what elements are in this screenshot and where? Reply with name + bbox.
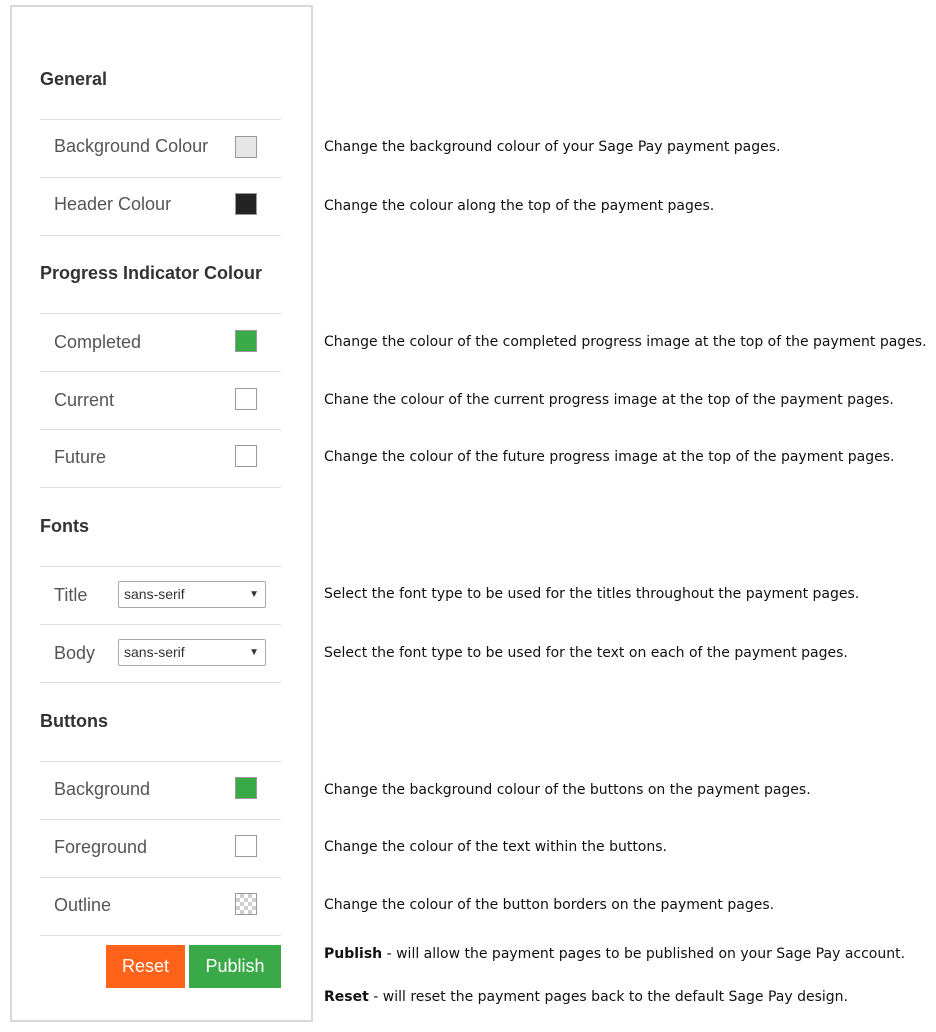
future-label: Future (54, 447, 107, 467)
divider (40, 313, 281, 314)
button-foreground-swatch[interactable] (235, 835, 257, 857)
button-background-description: Change the background colour of the buttons on the payment pages. (324, 782, 811, 798)
button-background-swatch[interactable] (235, 777, 257, 799)
divider (40, 682, 281, 683)
current-description: Chane the colour of the current progress image at the top of the payment pages. (324, 392, 894, 408)
chevron-down-icon: ▼ (249, 589, 259, 600)
title-font-label: Title (54, 585, 88, 605)
completed-label: Completed (54, 332, 142, 352)
design-settings-panel (10, 5, 313, 1022)
divider (40, 935, 281, 936)
divider (40, 566, 281, 567)
background-colour-swatch[interactable] (235, 136, 257, 158)
divider (40, 761, 281, 762)
publish-description-text: - will allow the payment pages to be published on your Sage Pay account. (382, 946, 906, 962)
button-outline-label: Outline (54, 895, 112, 915)
divider (40, 487, 281, 488)
reset-description-text: - will reset the payment pages back to the default Sage Pay design. (368, 989, 848, 1005)
header-colour-label: Header Colour (54, 194, 172, 214)
divider (40, 235, 281, 236)
reset-description-bold: Reset (324, 989, 369, 1005)
body-font-description: Select the font type to be used for the text on each of the payment pages. (324, 645, 848, 661)
button-foreground-description: Change the colour of the text within the buttons. (324, 839, 667, 855)
body-font-value: sans-serif (124, 644, 185, 660)
reset-button[interactable]: Reset (106, 945, 185, 988)
button-outline-swatch[interactable] (235, 893, 257, 915)
title-font-value: sans-serif (124, 586, 185, 602)
body-font-select[interactable] (118, 639, 266, 666)
chevron-down-icon: ▼ (249, 647, 259, 658)
divider (40, 877, 281, 878)
header-colour-swatch[interactable] (235, 193, 257, 215)
header-colour-description: Change the colour along the top of the payment pages. (324, 198, 715, 214)
background-colour-label: Background Colour (54, 136, 209, 156)
body-font-label: Body (54, 643, 96, 663)
publish-button[interactable]: Publish (189, 945, 281, 988)
current-label: Current (54, 390, 115, 410)
completed-description: Change the colour of the completed progress image at the top of the payment pages. (324, 334, 927, 350)
completed-colour-swatch[interactable] (235, 330, 257, 352)
publish-description-bold: Publish (324, 946, 383, 962)
divider (40, 819, 281, 820)
button-outline-description: Change the colour of the button borders on the payment pages. (324, 897, 775, 913)
future-description: Change the colour of the future progress image at the top of the payment pages. (324, 449, 895, 465)
background-colour-description: Change the background colour of your Sage Pay payment pages. (324, 139, 781, 155)
current-colour-swatch[interactable] (235, 388, 257, 410)
reset-description (324, 989, 848, 1005)
button-foreground-label: Foreground (54, 837, 148, 857)
divider (40, 624, 281, 625)
divider (40, 119, 281, 120)
title-font-select[interactable] (118, 581, 266, 608)
section-heading-buttons: Buttons (40, 711, 108, 731)
publish-description (324, 946, 905, 962)
section-heading-general: General (40, 69, 108, 89)
section-heading-fonts: Fonts (40, 516, 89, 536)
divider (40, 177, 281, 178)
future-colour-swatch[interactable] (235, 445, 257, 467)
divider (40, 429, 281, 430)
title-font-description: Select the font type to be used for the titles throughout the payment pages. (324, 586, 860, 602)
divider (40, 371, 281, 372)
section-heading-progress: Progress Indicator Colour (40, 263, 263, 283)
button-background-label: Background (54, 779, 151, 799)
